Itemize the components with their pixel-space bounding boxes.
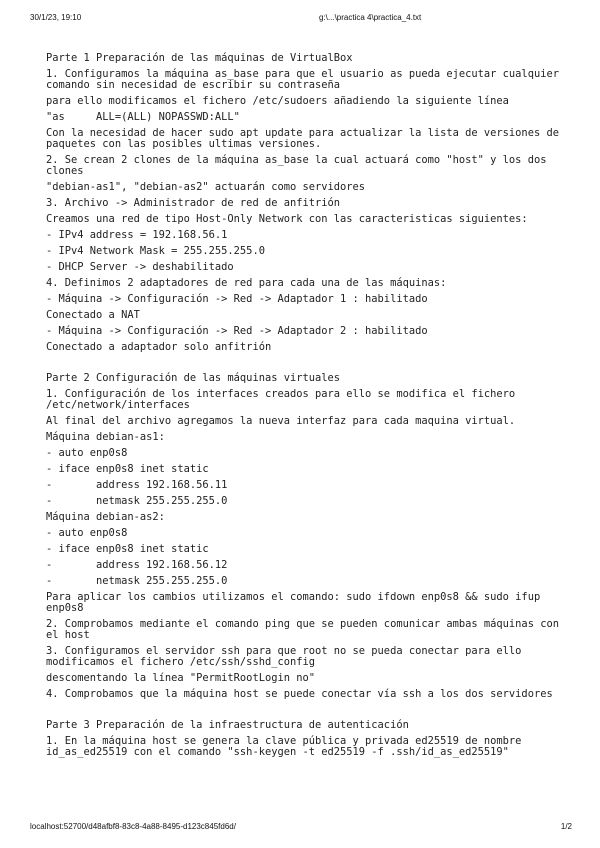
text-line: - netmask 255.255.255.0: [46, 495, 228, 507]
print-url: localhost:52700/d48afbf8-83c8-4a88-8495-d123c845fd6d/: [30, 822, 236, 831]
print-footer: [30, 822, 572, 834]
text-line: 3. Configuramos el servidor ssh para que root no se pueda conectar para ello modificamos el fichero /etc/ssh/sshd_config: [46, 645, 528, 668]
print-datetime: 30/1/23, 19:10: [30, 13, 82, 22]
text-line: - DHCP Server -> deshabilitado: [46, 261, 234, 273]
text-line: Conectado a adaptador solo anfitrión: [46, 341, 272, 353]
text-line: - Máquina -> Configuración -> Red -> Adaptador 1 : habilitado: [46, 293, 428, 305]
text-line: Al final del archivo agregamos la nueva interfaz para cada maquina virtual.: [46, 415, 516, 427]
text-line: - address 192.168.56.11: [46, 479, 228, 491]
print-file-path: g:\...\practica 4\practica_4.txt: [319, 13, 422, 22]
text-line: - iface enp0s8 inet static: [46, 463, 209, 475]
text-line: 1. En la máquina host se genera la clave pública y privada ed25519 de nombre id_as_ed25519 con el comando "ssh-keygen -t ed25519 -f .ssh/id_as_ed25519": [46, 735, 528, 758]
text-line: Máquina debian-as1:: [46, 431, 165, 443]
text-line: 4. Definimos 2 adaptadores de red para cada una de las máquinas:: [46, 277, 447, 289]
text-line: Con la necesidad de hacer sudo apt update para actualizar la lista de versiones de paquetes con las posibles ultimas versiones.: [46, 127, 566, 150]
text-line: Máquina debian-as2:: [46, 511, 165, 523]
text-line: 1. Configuración de los interfaces creados para ello se modifica el fichero /etc/network/interfaces: [46, 388, 522, 411]
text-line: 4. Comprobamos que la máquina host se puede conectar vía ssh a los dos servidores: [46, 688, 553, 700]
text-line: Conectado a NAT: [46, 309, 140, 321]
text-line: para ello modificamos el fichero /etc/sudoers añadiendo la siguiente línea: [46, 95, 509, 107]
text-line: descomentando la línea "PermitRootLogin no": [46, 672, 315, 684]
text-line: 1. Configuramos la máquina as_base para que el usuario as pueda ejecutar cualquier comando sin necesidad de escribir su contraseña: [46, 68, 566, 91]
text-line: - iface enp0s8 inet static: [46, 543, 209, 555]
text-line: 2. Comprobamos mediante el comando ping que se pueden comunicar ambas máquinas con el host: [46, 618, 566, 641]
text-line: - address 192.168.56.12: [46, 559, 228, 571]
text-line: 2. Se crean 2 clones de la máquina as_base la cual actuará como "host" y los dos clones: [46, 154, 553, 177]
text-line: - auto enp0s8: [46, 527, 128, 539]
text-line: - netmask 255.255.255.0: [46, 575, 228, 587]
text-line: 3. Archivo -> Administrador de red de anfitrión: [46, 197, 341, 209]
text-line: - auto enp0s8: [46, 447, 128, 459]
page-number: 1/2: [560, 822, 572, 831]
document-body: [46, 53, 572, 763]
section-title: Parte 2 Configuración de las máquinas virtuales: [46, 372, 341, 384]
print-header: [30, 13, 572, 25]
text-line: "as ALL=(ALL) NOPASSWD:ALL": [46, 111, 240, 123]
section-title: Parte 1 Preparación de las máquinas de VirtualBox: [46, 52, 353, 64]
text-line: Creamos una red de tipo Host-Only Network con las caracteristicas siguientes:: [46, 213, 528, 225]
text-line: "debian-as1", "debian-as2" actuarán como servidores: [46, 181, 366, 193]
text-line: - IPv4 address = 192.168.56.1: [46, 229, 228, 241]
text-line: Para aplicar los cambios utilizamos el comando: sudo ifdown enp0s8 && sudo ifup enp0s8: [46, 591, 547, 614]
section-title: Parte 3 Preparación de la infraestructura de autenticación: [46, 719, 409, 731]
text-line: - IPv4 Network Mask = 255.255.255.0: [46, 245, 265, 257]
text-line: - Máquina -> Configuración -> Red -> Adaptador 2 : habilitado: [46, 325, 428, 337]
